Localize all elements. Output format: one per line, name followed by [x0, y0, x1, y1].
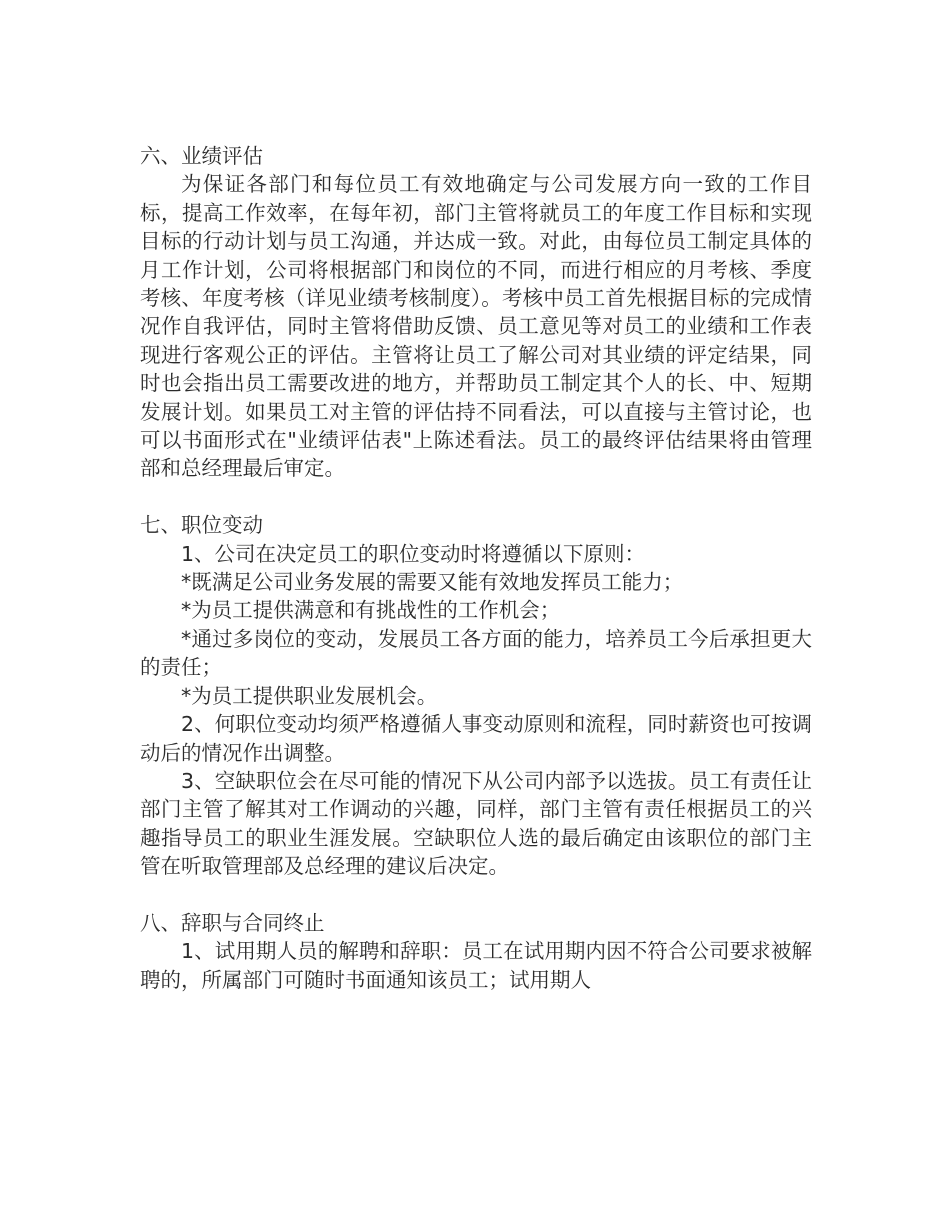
paragraph: 2、何职位变动均须严格遵循人事变动原则和流程，同时薪资也可按调动后的情况作出调整。 [140, 712, 812, 765]
document-page [140, 142, 812, 994]
list-item: *通过多岗位的变动，发展员工各方面的能力，培养员工今后承担更大的责任； [140, 626, 812, 680]
section-spacer [140, 483, 812, 511]
paragraph: 为保证各部门和每位员工有效地确定与公司发展方向一致的工作目标，提高工作效率，在每年初，部门主管将就员工的年度工作目标和实现目标的行动计划与员工沟通，并达成一致。对此，由每位员工制定具体的月工作计划，公司将根据部门和岗位的不同，而进行相应的月考核、季度考核、年度考核（详见业绩考核制度）。考核中员工首先根据目标的完成情况作自我评估，同时主管将借助反馈、员工意见等对员工的业绩和工作表现进行客观公正的评估。主管将让员工了解公司对其业绩的评定结果，同时也会指出员工需要改进的地方，并帮助员工制定其个人的长、中、短期发展计划。如果员工对主管的评估持不同看法，可以直接与主管讨论，也可以书面形式在"业绩评估表"上陈述看法。员工的最终评估结果将由管理部和总经理最后审定。 [140, 172, 812, 481]
paragraph: 1、公司在决定员工的职位变动时将遵循以下原则： [181, 541, 646, 566]
section-performance-evaluation [140, 142, 812, 483]
paragraph: 1、试用期人员的解聘和辞职：员工在试用期内因不符合公司要求被解聘的，所属部门可随时书面通知该员工；试用期人 [140, 939, 812, 992]
list-item: *为员工提供职业发展机会。 [181, 683, 438, 708]
section-position-change [140, 511, 812, 880]
section-heading: 六、业绩评估 [140, 144, 263, 168]
list-item: *为员工提供满意和有挑战性的工作机会； [181, 598, 561, 623]
section-heading: 八、辞职与合同终止 [140, 910, 325, 935]
section-resignation-termination [140, 909, 812, 994]
section-spacer [140, 881, 812, 909]
list-item: *既满足公司业务发展的需要又能有效地发挥员工能力； [181, 570, 684, 595]
paragraph: 3、空缺职位会在尽可能的情况下从公司内部予以选拔。员工有责任让部门主管了解其对工作调动的兴趣，同样，部门主管有责任根据员工的兴趣指导员工的职业生涯发展。空缺职位人选的最后确定由该职位的部门主管在听取管理部及总经理的建议后决定。 [140, 768, 812, 879]
section-heading: 七、职位变动 [140, 513, 263, 538]
